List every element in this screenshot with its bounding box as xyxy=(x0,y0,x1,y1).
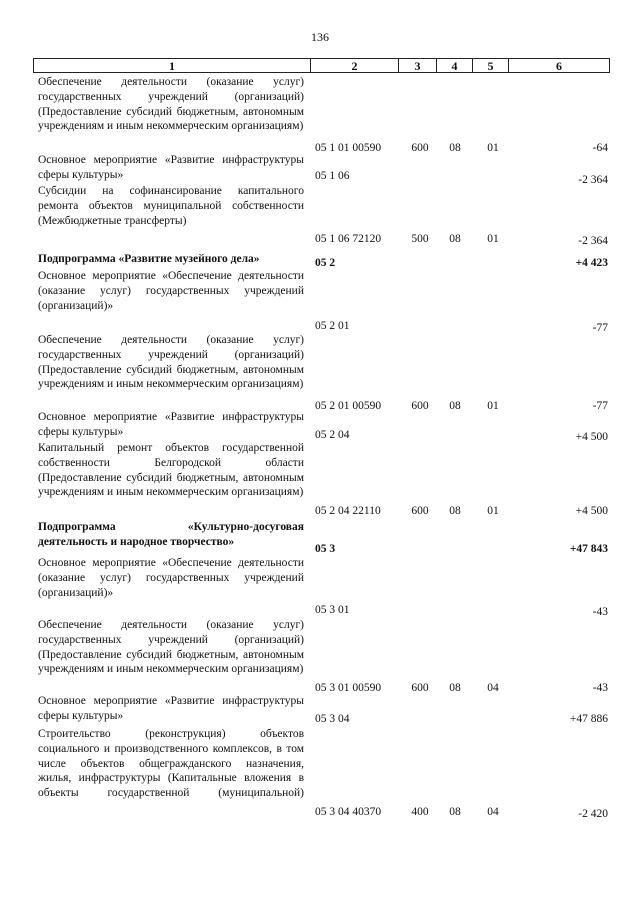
row-amount: -77 xyxy=(592,322,608,334)
row-description: Строительство (реконструкция) объектов социального и производственного комплексов, в том числе объектов общегражданского назначения, жилья, инфраструктуры (Капитальные вложения в объекты государственной (муниципальной) xyxy=(38,728,304,800)
row-amount: -43 xyxy=(592,682,608,694)
row-expense-type: 600 xyxy=(411,400,429,412)
row-description: Субсидии на софинансирование капитального ремонта объектов муниципальной собственности (Межбюджетные трансферты) xyxy=(38,185,304,227)
row-amount: -2 364 xyxy=(578,235,608,247)
row-code: 05 2 04 22110 xyxy=(315,505,381,517)
row-description: Подпрограмма «Культурно-досуговая деятельность и народное творчество» xyxy=(38,521,304,548)
row-amount: +4 500 xyxy=(575,431,608,443)
row-description: Основное мероприятие «Обеспечение деятельности (оказание услуг) государственных учреждений (организаций)» xyxy=(38,270,304,312)
row-amount: +4 500 xyxy=(575,505,608,517)
row-code: 05 3 01 xyxy=(315,604,350,616)
row-expense-type: 500 xyxy=(411,233,429,245)
row-code: 05 1 06 72120 xyxy=(315,233,382,245)
header-col-6: 6 xyxy=(556,59,562,73)
row-code: 05 1 01 00590 xyxy=(315,142,382,154)
row-description: Капитальный ремонт объектов государственной собственности Белгородской области (Предоставление субсидий бюджетным, автономным учреждениям и иным некоммерческим организациям) xyxy=(38,442,304,499)
row-section: 08 xyxy=(449,400,461,412)
row-description: Основное мероприятие «Развитие инфраструктуры сферы культуры» xyxy=(38,695,304,722)
row-expense-type: 600 xyxy=(411,142,429,154)
row-code: 05 2 01 xyxy=(315,320,350,332)
row-subsection: 01 xyxy=(487,400,499,412)
row-description: Обеспечение деятельности (оказание услуг) государственных учреждений (организаций) (Предоставление субсидий бюджетным, автономным учреждениям и иным некоммерческим организациям) xyxy=(38,619,304,676)
row-amount: -2 420 xyxy=(578,808,608,820)
row-expense-type: 600 xyxy=(411,682,429,694)
row-subsection: 01 xyxy=(487,233,499,245)
row-description: Подпрограмма «Развитие музейного дела» xyxy=(38,253,260,265)
row-subsection: 04 xyxy=(487,682,499,694)
row-section: 08 xyxy=(449,682,461,694)
header-col-4: 4 xyxy=(437,59,473,72)
page-number: 136 xyxy=(311,30,329,44)
row-expense-type: 600 xyxy=(411,505,429,517)
row-description: Обеспечение деятельности (оказание услуг) государственных учреждений (организаций) (Предоставление субсидий бюджетным, автономным учреждениям и иным некоммерческим организациям) xyxy=(38,334,304,391)
row-amount: -77 xyxy=(592,400,608,412)
row-code: 05 2 xyxy=(315,257,336,269)
row-subsection: 04 xyxy=(487,806,499,818)
row-amount: -2 364 xyxy=(578,174,608,186)
header-col-3: 3 xyxy=(399,59,437,72)
row-code: 05 3 01 00590 xyxy=(315,682,382,694)
row-section: 08 xyxy=(449,233,461,245)
row-amount: -43 xyxy=(592,606,608,618)
row-code: 05 1 06 xyxy=(315,170,350,182)
row-amount: +4 423 xyxy=(575,257,608,269)
row-subsection: 01 xyxy=(487,505,499,517)
row-description: Основное мероприятие «Развитие инфраструктуры сферы культуры» xyxy=(38,411,304,438)
row-amount: +47 886 xyxy=(569,713,608,725)
row-subsection: 01 xyxy=(487,142,499,154)
row-code: 05 2 04 xyxy=(315,429,350,441)
row-code: 05 2 01 00590 xyxy=(315,400,382,412)
row-code: 05 3 04 40370 xyxy=(315,806,382,818)
row-expense-type: 400 xyxy=(411,806,429,818)
row-description: Обеспечение деятельности (оказание услуг) государственных учреждений (организаций) (Предоставление субсидий бюджетным, автономным учреждениям и иным некоммерческим организациям) xyxy=(38,76,304,133)
row-code: 05 3 04 xyxy=(315,713,350,725)
row-description: Основное мероприятие «Развитие инфраструктуры сферы культуры» xyxy=(38,154,304,181)
row-code: 05 3 xyxy=(315,543,336,555)
row-amount: -64 xyxy=(592,142,608,154)
row-section: 08 xyxy=(449,142,461,154)
table-header xyxy=(33,58,610,73)
row-description: Основное мероприятие «Обеспечение деятельности (оказание услуг) государственных учреждений (организаций)» xyxy=(38,557,304,599)
header-col-5: 5 xyxy=(473,59,509,72)
row-section: 08 xyxy=(449,806,461,818)
row-amount: +47 843 xyxy=(569,543,608,555)
header-col-1: 1 xyxy=(34,59,311,72)
header-col-2: 2 xyxy=(311,59,399,72)
row-section: 08 xyxy=(449,505,461,517)
